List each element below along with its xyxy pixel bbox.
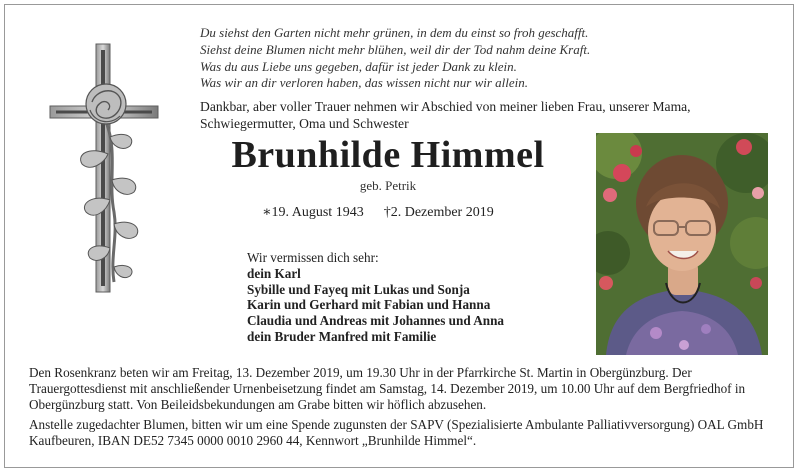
mourner-line: dein Bruder Manfred mit Familie bbox=[247, 328, 437, 344]
mourner-line: Claudia und Andreas mit Johannes und Anna bbox=[247, 313, 505, 329]
intro-text: Dankbar, aber voller Trauer nehmen wir Abschied von meiner lieben Frau, unserer Mama, Schwiegermutter, Oma und Schwester bbox=[200, 99, 691, 131]
ceremony-text: Den Rosenkranz beten wir am Freitag, 13. Dezember 2019, um 19.30 Uhr in der Pfarrkirche St. Martin in Obergünzburg. Der Trauergottesdienst mit anschließender Urnenbeisetzung findet am Samstag, 14. Dezember 2019, um 10.00 Uhr auf dem Bergfriedhof in Obergünzburg statt. Von Beileidsbekundungen am Grabe bitten wir höflich abzusehen. bbox=[29, 365, 746, 412]
poem-line: Du siehst den Garten nicht mehr grünen, in dem du einst so froh geschafft. bbox=[200, 25, 589, 40]
life-dates bbox=[262, 204, 582, 222]
mourner-line: dein Karl bbox=[247, 265, 301, 281]
birth-symbol: ∗ bbox=[262, 205, 272, 220]
deceased-name: Brunhilde Himmel bbox=[231, 134, 545, 176]
death-date: 2. Dezember 2019 bbox=[390, 205, 494, 220]
mourner-line: Karin und Gerhard mit Fabian und Hanna bbox=[247, 297, 491, 313]
birth-name: geb. Petrik bbox=[359, 178, 417, 193]
poem-line: Was du aus Liebe uns gegeben, dafür ist jeder Dank zu klein. bbox=[200, 58, 517, 74]
mourners-lead: Wir vermissen dich sehr: bbox=[247, 250, 379, 265]
birth-date: 19. August 1943 bbox=[271, 205, 364, 220]
donation-text: Anstelle zugedachter Blumen, bitten wir um eine Spende zugunsten der SAPV (Spezialisierte Ambulante Palliativversorgung) OAL GmbH Kaufbeuren, IBAN DE52 7345 0000 0010 2960 44, Kennwort „Brunhilde Himmel“. bbox=[29, 417, 764, 448]
mourner-line: Sybille und Fayeq mit Lukas und Sonja bbox=[247, 281, 470, 297]
poem bbox=[200, 25, 700, 92]
portrait-photo bbox=[596, 133, 768, 355]
mourners-list bbox=[247, 250, 567, 345]
cross-with-rose-icon bbox=[48, 42, 160, 294]
poem-line: Siehst deine Blumen nicht mehr blühen, weil dir der Tod nahm deine Kraft. bbox=[200, 41, 591, 57]
death-symbol: † bbox=[383, 205, 391, 220]
ceremony-info bbox=[29, 365, 789, 449]
poem-line: Was wir an dir verloren haben, das wissen nicht nur wir allein. bbox=[200, 75, 529, 91]
